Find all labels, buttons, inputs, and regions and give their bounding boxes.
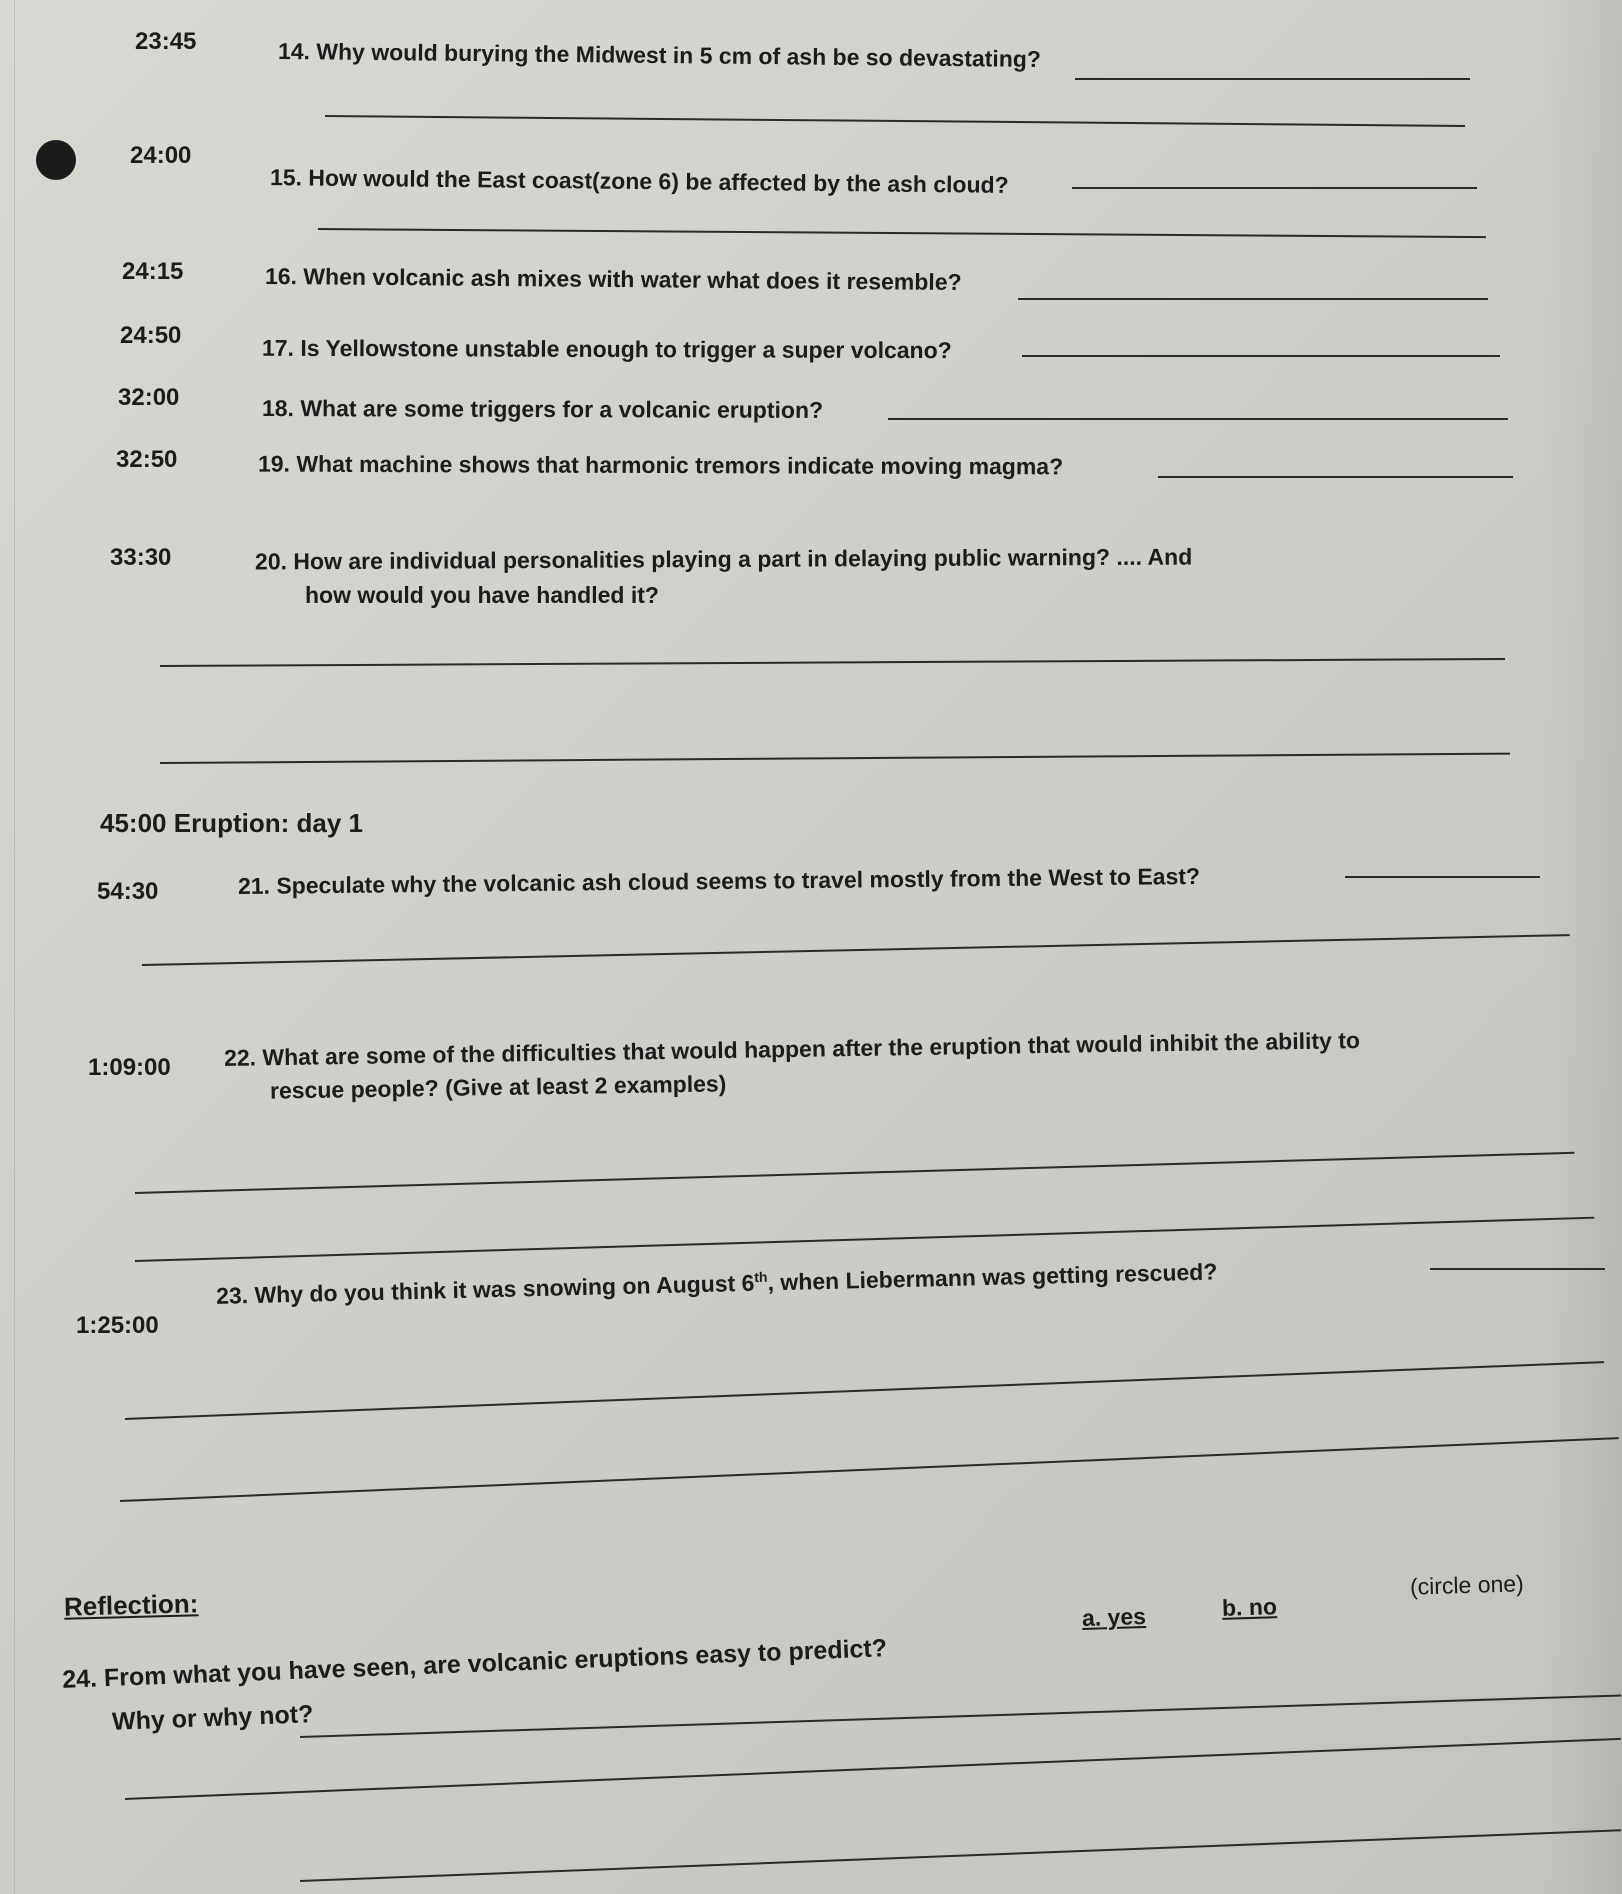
timestamp: 24:00 [130, 142, 192, 169]
timestamp: 33:30 [110, 544, 172, 571]
question-16 [122, 258, 183, 286]
option-b[interactable]: b. no [1221, 1593, 1278, 1621]
answer-line[interactable] [1075, 78, 1470, 80]
circle-one-instruction: (circle one) [1409, 1570, 1525, 1600]
timestamp: 32:00 [118, 384, 180, 411]
answer-line[interactable] [325, 115, 1465, 127]
timestamp: 24:15 [122, 258, 184, 285]
answer-line[interactable] [125, 1361, 1604, 1420]
question-17-text: 17. Is Yellowstone unstable enough to trigger a super volcano? [261, 334, 952, 364]
question-19 [116, 446, 177, 474]
ordinal-suffix: th [754, 1268, 768, 1286]
question-20 [110, 544, 171, 572]
answer-line[interactable] [318, 228, 1486, 238]
answer-line[interactable] [135, 1152, 1574, 1194]
question-14-text: 14. Why would burying the Midwest in 5 cm of ash be so devastating? [277, 38, 1042, 72]
question-22 [88, 1054, 171, 1082]
answer-line[interactable] [1022, 355, 1500, 357]
answer-line[interactable] [142, 934, 1570, 966]
question-21-text: 21. Speculate why the volcanic ash cloud seems to travel mostly from the West to East? [237, 862, 1201, 900]
question-20-text: 20. How are individual personalities playing a part in delaying public warning? .... And [254, 543, 1193, 575]
question-23-text [216, 1258, 1218, 1310]
question-15 [130, 142, 191, 170]
timestamp: 24:50 [120, 322, 182, 349]
answer-line[interactable] [120, 1437, 1619, 1502]
question-23-text-part2: , when Liebermann was getting rescued? [767, 1258, 1218, 1296]
answer-line[interactable] [1072, 187, 1477, 189]
reflection-heading: Reflection: [63, 1588, 199, 1622]
question-20-text-cont: how would you have handled it? [305, 582, 659, 608]
timestamp: 32:50 [116, 446, 178, 473]
question-22-text: 22. What are some of the difficulties that would happen after the eruption that would inhibit the ability to [223, 1027, 1361, 1071]
option-a[interactable]: a. yes [1081, 1603, 1147, 1631]
question-18-text: 18. What are some triggers for a volcanic eruption? [261, 395, 824, 423]
answer-line[interactable] [1345, 876, 1540, 878]
reflection-followup: Why or why not? [111, 1700, 314, 1736]
reflection-question: 24. From what you have seen, are volcanic eruptions easy to predict? [61, 1634, 888, 1694]
question-14 [135, 28, 196, 56]
answer-line[interactable] [160, 658, 1505, 667]
answer-line[interactable] [888, 418, 1508, 420]
question-17 [120, 322, 181, 350]
question-23-text-part1: 23. Why do you think it was snowing on August 6 [215, 1269, 755, 1309]
question-16-text: 16. When volcanic ash mixes with water what does it resemble? [264, 262, 962, 296]
question-21 [97, 878, 158, 906]
eruption-heading: 45:00 Eruption: day 1 [100, 808, 363, 838]
answer-line[interactable] [1158, 476, 1513, 478]
answer-line[interactable] [300, 1694, 1621, 1738]
answer-line[interactable] [125, 1738, 1621, 1800]
answer-line[interactable] [135, 1217, 1594, 1262]
binder-hole [36, 140, 76, 180]
timestamp: 54:30 [97, 878, 159, 905]
answer-line[interactable] [1430, 1268, 1605, 1270]
question-15-text: 15. How would the East coast(zone 6) be affected by the ash cloud? [269, 164, 1009, 198]
answer-line[interactable] [1018, 298, 1488, 300]
timestamp: 1:09:00 [88, 1054, 171, 1081]
timestamp: 23:45 [135, 28, 197, 55]
page-shadow [1542, 0, 1622, 1894]
margin-line [14, 0, 15, 1894]
answer-line[interactable] [300, 1829, 1621, 1882]
question-23 [76, 1312, 159, 1340]
answer-line[interactable] [160, 753, 1510, 764]
question-19-text: 19. What machine shows that harmonic tremors indicate moving magma? [257, 450, 1064, 480]
timestamp: 1:25:00 [76, 1312, 159, 1339]
question-22-text-cont: rescue people? (Give at least 2 examples) [269, 1070, 727, 1104]
question-18 [118, 384, 179, 412]
